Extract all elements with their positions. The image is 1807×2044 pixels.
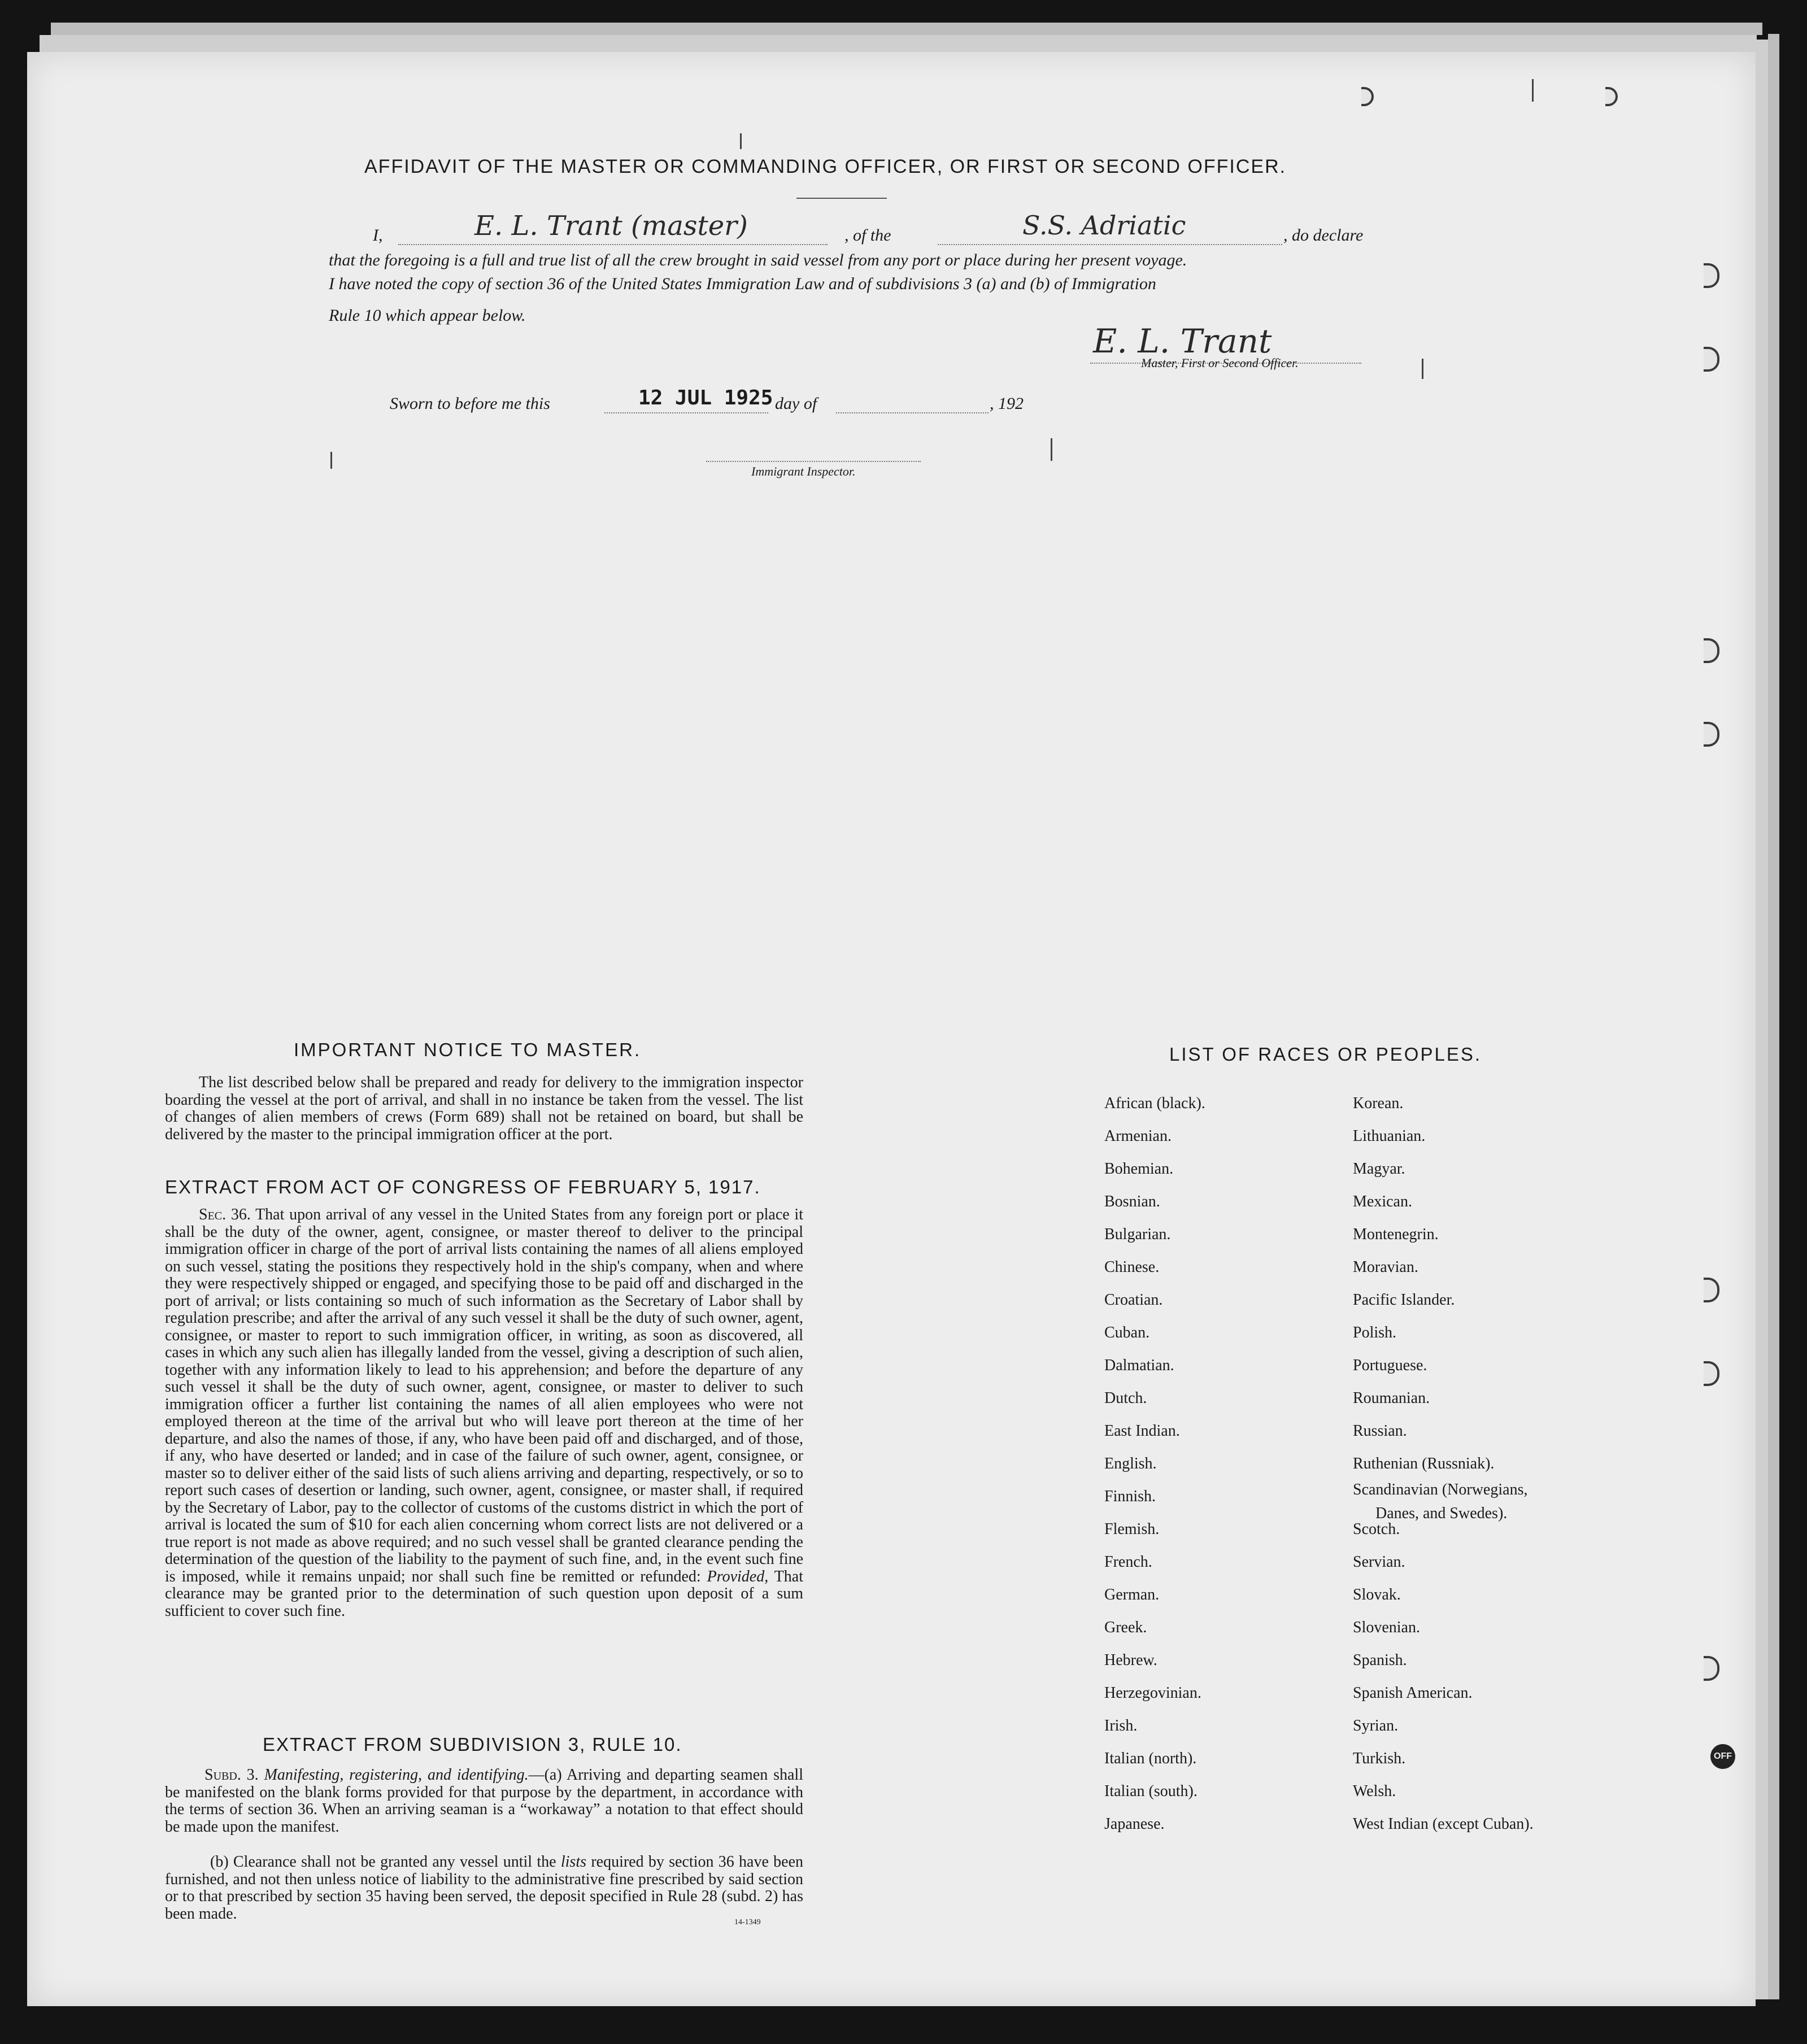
race-item: Scotch.	[1353, 1520, 1400, 1538]
form-number: 14-1349	[734, 1918, 761, 1927]
margin-tick	[1532, 79, 1534, 102]
race-item: Welsh.	[1353, 1782, 1396, 1800]
race-item: Montenegrin.	[1353, 1226, 1439, 1243]
race-item: Chinese.	[1104, 1258, 1160, 1276]
race-item: Ruthenian (Russniak).	[1353, 1455, 1495, 1472]
declaration-line-4: Rule 10 which appear below.	[329, 306, 526, 325]
race-item: Italian (south).	[1104, 1782, 1198, 1800]
year-prefix: , 192	[990, 394, 1024, 413]
day-of-text: day of	[775, 394, 817, 413]
race-item: Irish.	[1104, 1717, 1138, 1734]
race-item: Cuban.	[1104, 1324, 1150, 1341]
race-item: Dalmatian.	[1104, 1357, 1174, 1374]
race-item: Japanese.	[1104, 1815, 1165, 1833]
race-item: Greek.	[1104, 1619, 1147, 1636]
race-item: Turkish.	[1353, 1750, 1406, 1767]
para-b-end: required by section 36 have been furnished, and not then unless notice of liability to the administrative fine prescribed by said section or to that prescribed by section 35 having been served, the deposit specified in Rule 28 (subd. 2) has been made.	[165, 1853, 804, 1923]
vessel-name-handwritten: S.S. Adriatic	[1022, 210, 1186, 241]
rule-para-b	[165, 1854, 803, 1923]
race-item: Slovak.	[1353, 1586, 1401, 1603]
race-item: Roumanian.	[1353, 1389, 1430, 1407]
race-item: Russian.	[1353, 1422, 1407, 1440]
subd-heading: Manifesting, registering, and identifying.	[264, 1766, 529, 1784]
race-item: English.	[1104, 1455, 1157, 1472]
race-item: Spanish.	[1353, 1651, 1407, 1669]
race-item: Armenian.	[1104, 1127, 1172, 1145]
off-badge: OFF	[1710, 1744, 1735, 1769]
vessel-name-line	[938, 244, 1282, 245]
race-item: Italian (north).	[1104, 1750, 1197, 1767]
subd-label: Subd. 3.	[204, 1766, 259, 1784]
margin-tick	[1051, 438, 1052, 461]
race-item: Slovenian.	[1353, 1619, 1420, 1636]
race-item: Bulgarian.	[1104, 1226, 1171, 1243]
race-item: Scandinavian (Norwegians,	[1353, 1481, 1528, 1498]
race-item: Danes, and Swedes).	[1375, 1505, 1508, 1522]
declaration-line-3: I have noted the copy of section 36 of the United States Immigration Law and of subdivisions 3 (a) and (b) of Immigration	[329, 274, 1156, 293]
inspector-caption: Immigrant Inspector.	[751, 464, 856, 478]
para-b-start: (b) Clearance shall not be granted any vessel until the	[210, 1853, 556, 1871]
date-stamp: 12 JUL 1925	[638, 386, 773, 409]
section-text: That upon arrival of any vessel in the United States from any foreign port or place it shall be the duty of the owner, agent, consignee, or master thereof to deliver to the principal immigration officer in charge of the port of arrival lists containing the names of all aliens employed on such vessel, stating the positions they respectively hold in the ship's company, when and where they were respectively shipped or engaged, and specifying those to be paid off and discharged in the port of arrival; or lists containing so much of such information as the Secretary of Labor shall by regulation prescribe; and after the arrival of any such vessel it shall be the duty of such owner, agent, consignee, or master to report to such immigration officer, in writing, as soon as discovered, all cases in which any such alien has illegally landed from the vessel, giving a description of such alien, together with any information likely to lead to his apprehension; and before the departure of any such vessel it shall be the duty of such owner, agent, consignee, or master to deliver to such immigration officer a further list containing the names of all alien employees who were not employed thereon at the time of the arrival but who will leave port thereon at the time of her departure, and also the names of those, if any, who have been paid off and discharged, and of those, if any, who have deserted or landed; and in case of the failure of such owner, agent, consignee, or master so to deliver either of the said lists of such aliens arriving and departing, respectively, or so to report such cases of desertion or landing, such owner, agent, consignee, or master shall, if required by the Secretary of Labor, pay to the collector of customs of the customs district in which the port of arrival is located the sum of $10 for each alien concerning whom correct lists are not delivered or a true report is not made as above required; and no such vessel shall be granted clearance pending the determination of the question of the liability to the payment of such fine, and, in the event such fine is imposed, while it remains unpaid; nor shall such fine be remitted or refunded:	[165, 1206, 803, 1585]
master-name-handwritten: E. L. Trant (master)	[474, 210, 748, 242]
signature-caption: Master, First or Second Officer.	[1141, 356, 1299, 370]
officer-signature: E. L. Trant	[1093, 322, 1272, 360]
race-item: Herzegovinian.	[1104, 1684, 1201, 1702]
rule-extract-title: EXTRACT FROM SUBDIVISION 3, RULE 10.	[263, 1734, 682, 1755]
affidavit-title: AFFIDAVIT OF THE MASTER OR COMMANDING OFFICER, OR FIRST OR SECOND OFFICER.	[364, 156, 1287, 177]
month-line	[836, 412, 989, 413]
margin-tick	[330, 452, 332, 469]
title-divider	[796, 198, 887, 199]
race-item: Lithuanian.	[1353, 1127, 1426, 1145]
declaration-i: I,	[373, 226, 383, 245]
notice-title: IMPORTANT NOTICE TO MASTER.	[294, 1039, 642, 1060]
do-declare-text: , do declare	[1283, 226, 1364, 245]
rule-para-a	[165, 1767, 803, 1836]
declaration-line-2: that the foregoing is a full and true list of all the crew brought in said vessel from any port or place during her present voyage.	[329, 251, 1187, 269]
race-item: Hebrew.	[1104, 1651, 1157, 1669]
race-item: German.	[1104, 1586, 1160, 1603]
race-item: Polish.	[1353, 1324, 1397, 1341]
race-item: West Indian (except Cuban).	[1353, 1815, 1534, 1833]
race-item: Bohemian.	[1104, 1160, 1174, 1178]
race-item: Finnish.	[1104, 1488, 1156, 1505]
margin-tick	[1422, 359, 1423, 379]
race-item: Servian.	[1353, 1553, 1405, 1571]
race-item: Magyar.	[1353, 1160, 1405, 1178]
provided-word: Provided,	[707, 1567, 769, 1585]
page-edge-top	[40, 35, 1757, 52]
master-name-line	[398, 244, 828, 245]
race-item: Bosnian.	[1104, 1193, 1160, 1210]
race-item: Flemish.	[1104, 1520, 1160, 1538]
subd-para-a: —(a) Arriving and departing seamen shall be manifested on the blank forms provided for that purpose by the department, in accordance with the terms of section 36. When an arriving seaman is a “workaway” a notation to that effect should be made upon the manifest.	[165, 1766, 803, 1836]
race-item: Korean.	[1353, 1095, 1404, 1112]
race-item: French.	[1104, 1553, 1152, 1571]
race-item: African (black).	[1104, 1095, 1205, 1112]
margin-tick	[740, 133, 742, 149]
race-item: Croatian.	[1104, 1291, 1163, 1309]
of-the-text: , of the	[844, 226, 891, 245]
race-item: Moravian.	[1353, 1258, 1418, 1276]
race-item: East Indian.	[1104, 1422, 1180, 1440]
page-edge-right	[1756, 40, 1768, 1999]
sworn-prefix: Sworn to before me this	[390, 394, 550, 413]
inspector-line	[706, 461, 921, 462]
race-item: Spanish American.	[1353, 1684, 1473, 1702]
page-edge-top-back	[51, 23, 1762, 35]
sworn-day-line	[604, 412, 768, 413]
race-item: Syrian.	[1353, 1717, 1399, 1734]
act-extract-title: EXTRACT FROM ACT OF CONGRESS OF FEBRUARY 5, 1917.	[165, 1176, 761, 1197]
section-text-end: That clearance may be granted prior to the determination of such question upon deposit of a sum sufficient to cover such fine.	[165, 1567, 804, 1620]
page-edge-right-back	[1768, 34, 1779, 1999]
act-extract-body	[165, 1206, 803, 1620]
para-b-lists: lists	[560, 1853, 587, 1871]
notice-body: The list described below shall be prepared and ready for delivery to the immigration inspector boarding the vessel at the port of arrival, and shall in no instance be taken from the vessel. The list of changes of alien members of crews (Form 689) shall not be retained on board, but shall be delivered by the master to the principal immigration officer at the port.	[165, 1074, 803, 1143]
race-item: Pacific Islander.	[1353, 1291, 1455, 1309]
race-item: Portuguese.	[1353, 1357, 1427, 1374]
race-item: Mexican.	[1353, 1193, 1412, 1210]
race-item: Dutch.	[1104, 1389, 1147, 1407]
section-label: Sec. 36.	[199, 1206, 251, 1223]
document-sheet	[27, 52, 1756, 2006]
races-title: LIST OF RACES OR PEOPLES.	[1169, 1044, 1482, 1065]
